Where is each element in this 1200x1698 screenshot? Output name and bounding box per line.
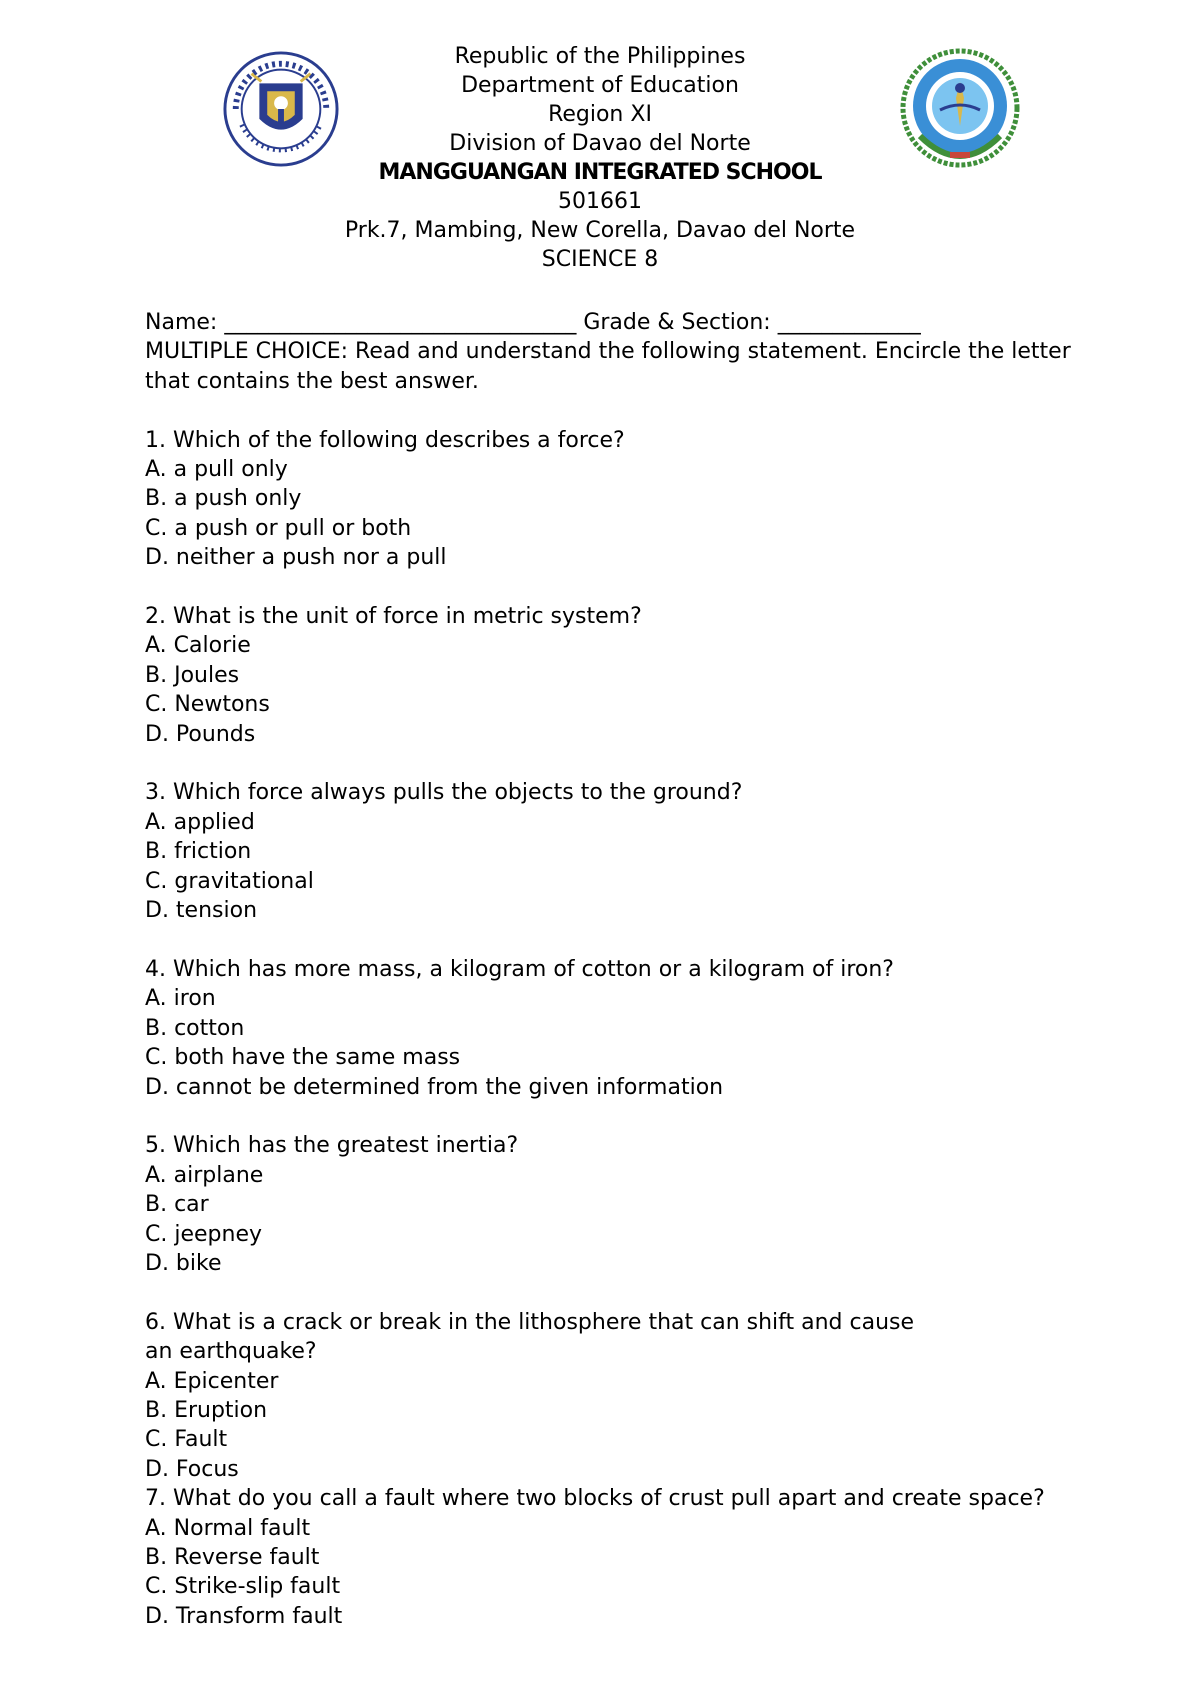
name-label: Name: bbox=[145, 310, 218, 335]
question-text: 1. Which of the following describes a force? bbox=[145, 427, 625, 453]
question-text: 5. Which has the greatest inertia? bbox=[145, 1133, 519, 1159]
choice-c[interactable]: C. Fault bbox=[145, 1427, 228, 1453]
choice-c[interactable]: C. Newtons bbox=[145, 692, 270, 718]
choice-b[interactable]: B. car bbox=[145, 1192, 209, 1218]
header-region: Region XI bbox=[548, 102, 652, 127]
choice-d[interactable]: D. tension bbox=[145, 898, 258, 924]
grade-section-blank[interactable]: _____________ bbox=[777, 310, 921, 335]
question-3 bbox=[145, 778, 1075, 925]
choice-b[interactable]: B. Joules bbox=[145, 662, 240, 688]
choice-b[interactable]: B. cotton bbox=[145, 1015, 245, 1041]
spacer bbox=[145, 1102, 1075, 1131]
header-address: Prk.7, Mambing, New Corella, Davao del Norte bbox=[344, 218, 856, 243]
choice-c[interactable]: C. gravitational bbox=[145, 868, 314, 894]
header-republic: Republic of the Philippines bbox=[454, 44, 746, 69]
choice-d[interactable]: D. cannot be determined from the given information bbox=[145, 1074, 724, 1100]
letterhead bbox=[300, 42, 900, 274]
question-5 bbox=[145, 1131, 1075, 1278]
question-2 bbox=[145, 602, 1075, 749]
header-department: Department of Education bbox=[461, 73, 739, 98]
question-text: 6. What is a crack or break in the lithosphere that can shift and cause an earthquake? bbox=[145, 1309, 915, 1365]
header-school-name: MANGGUANGAN INTEGRATED SCHOOL bbox=[378, 160, 822, 185]
choice-a[interactable]: A. airplane bbox=[145, 1162, 264, 1188]
header-division: Division of Davao del Norte bbox=[449, 131, 751, 156]
question-text: 3. Which force always pulls the objects to the ground? bbox=[145, 780, 743, 806]
question-7 bbox=[145, 1484, 1075, 1631]
name-blank[interactable]: ________________________________ bbox=[224, 310, 577, 335]
school-seal-icon bbox=[900, 48, 1020, 168]
spacer bbox=[145, 396, 1075, 425]
header-subject: SCIENCE 8 bbox=[541, 247, 659, 272]
choice-d[interactable]: D. Focus bbox=[145, 1456, 239, 1482]
choice-d[interactable]: D. Transform fault bbox=[145, 1603, 343, 1629]
spacer bbox=[145, 749, 1075, 778]
question-text: 2. What is the unit of force in metric system? bbox=[145, 604, 642, 630]
grade-section-label: Grade & Section: bbox=[583, 310, 771, 335]
question-text: 4. Which has more mass, a kilogram of cotton or a kilogram of iron? bbox=[145, 956, 894, 982]
school-seal-logo bbox=[900, 48, 1020, 168]
question-1 bbox=[145, 426, 1075, 573]
student-info-line bbox=[145, 308, 1075, 337]
choice-c[interactable]: C. Strike-slip fault bbox=[145, 1574, 341, 1600]
choice-c[interactable]: C. both have the same mass bbox=[145, 1045, 461, 1071]
choice-a[interactable]: A. applied bbox=[145, 809, 255, 835]
choice-a[interactable]: A. Normal fault bbox=[145, 1515, 311, 1541]
question-text: 7. What do you call a fault where two blocks of crust pull apart and create space? bbox=[145, 1486, 1045, 1512]
header-school-id: 501661 bbox=[558, 189, 642, 214]
exam-content bbox=[145, 308, 1075, 1631]
choice-a[interactable]: A. iron bbox=[145, 986, 216, 1012]
choice-b[interactable]: B. Eruption bbox=[145, 1397, 268, 1423]
choice-d[interactable]: D. Pounds bbox=[145, 721, 256, 747]
choice-d[interactable]: D. neither a push nor a pull bbox=[145, 545, 447, 571]
question-4 bbox=[145, 955, 1075, 1102]
choice-c[interactable]: C. jeepney bbox=[145, 1221, 262, 1247]
choice-b[interactable]: B. Reverse fault bbox=[145, 1544, 320, 1570]
spacer bbox=[145, 1278, 1075, 1307]
choice-d[interactable]: D. bike bbox=[145, 1250, 222, 1276]
choice-b[interactable]: B. friction bbox=[145, 839, 252, 865]
question-6 bbox=[145, 1308, 1075, 1484]
choice-a[interactable]: A. a pull only bbox=[145, 457, 288, 483]
choice-c[interactable]: C. a push or pull or both bbox=[145, 515, 412, 541]
choice-a[interactable]: A. Epicenter bbox=[145, 1368, 279, 1394]
spacer bbox=[145, 573, 1075, 602]
choice-b[interactable]: B. a push only bbox=[145, 486, 302, 512]
choice-a[interactable]: A. Calorie bbox=[145, 633, 251, 659]
instructions: MULTIPLE CHOICE: Read and understand the following statement. Encircle the letter that contains the best answer. bbox=[145, 339, 1071, 394]
spacer bbox=[145, 925, 1075, 954]
